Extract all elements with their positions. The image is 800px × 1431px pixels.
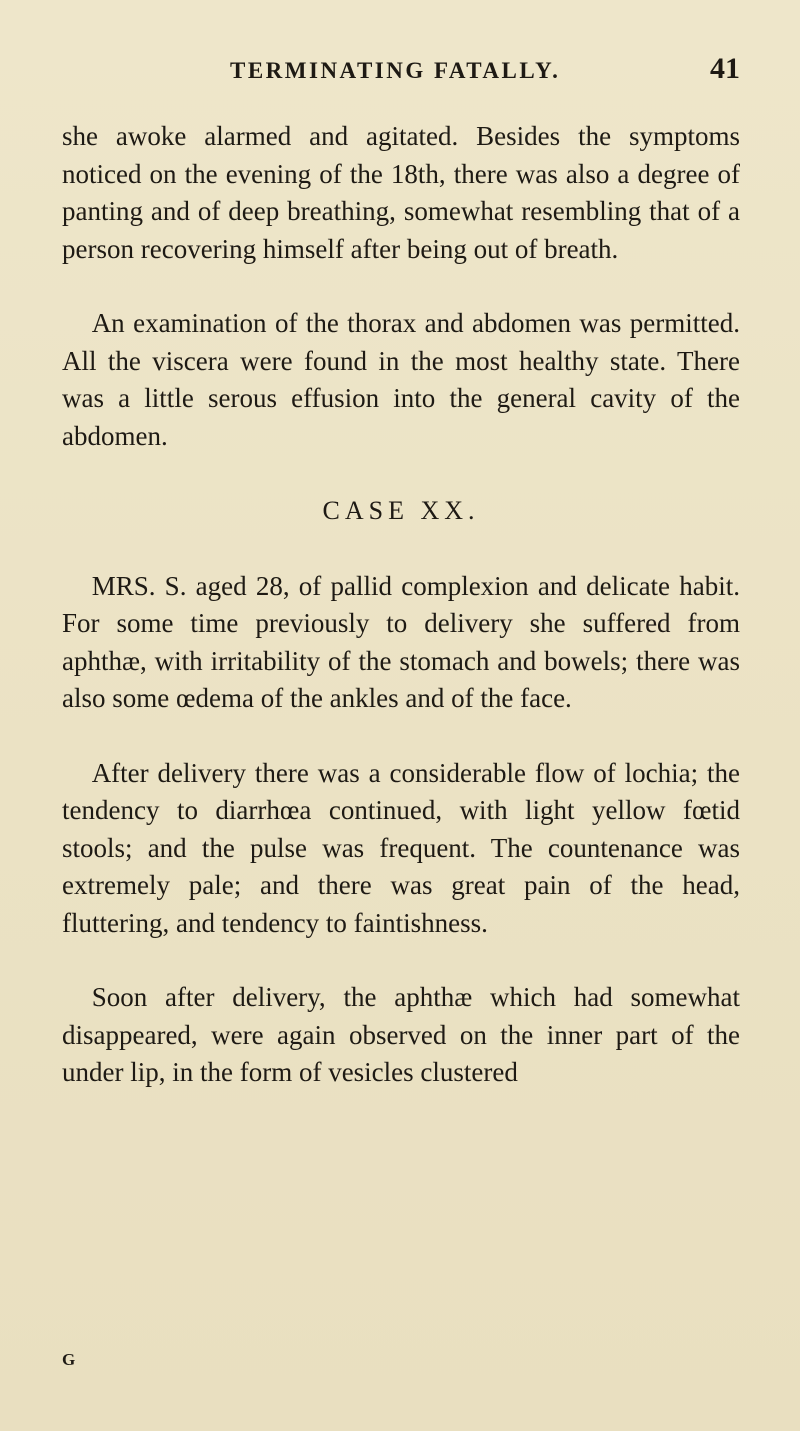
case-heading: CASE XX.: [322, 496, 480, 525]
running-title: TERMINATING FATALLY.: [230, 58, 561, 83]
case-paragraph-after-delivery: After delivery there was a considerable flow of lochia; the tendency to diarrhœa continued, with light yellow fœtid stools; and the pulse was frequent. The countenance was extremely pale; and there was great pain of the head, fluttering, and tendency to faintishness.: [62, 757, 740, 938]
case-paragraph-aphthae: Soon after delivery, the aphthæ which had somewhat disappeared, were again observed on the inner part of the under lip, in the form of vesicles clustered: [62, 982, 740, 1087]
paragraph-continuation: she awoke alarmed and agitated. Besides the symptoms noticed on the evening of the 18th, there was also a degree of panting and of deep breathing, somewhat resembling that of a person recovering himself after being out of breath.: [62, 121, 740, 264]
case-paragraph-intro: MRS. S. aged 28, of pallid complexion and delicate habit. For some time previously to delivery she suffered from aphthæ, with irritability of the stomach and bowels; there was also some œdema of the ankles and of the face.: [62, 570, 740, 713]
page-number: 41: [710, 52, 740, 85]
signature-mark: G: [62, 1350, 76, 1369]
paragraph-examination: An examination of the thorax and abdomen was permitted. All the viscera were found in the most healthy state. There was a little serous effusion into the general cavity of the abdomen.: [62, 308, 740, 451]
running-header: [60, 52, 740, 92]
body-text: [62, 118, 740, 1129]
